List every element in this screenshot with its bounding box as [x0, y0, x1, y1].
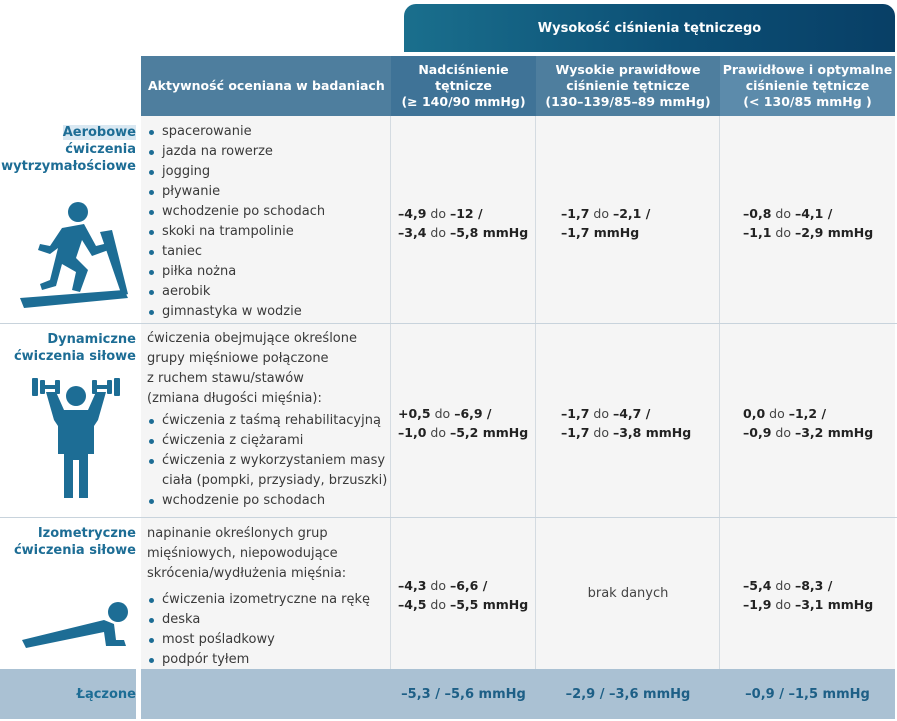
isometric-activity-list: napinanie określonych grup mięśniowych, niepowodujące skrócenia/wydłużenia mięśnia: ćwiczenia izometryczne na rękę deska most pośladkowy podpór tyłem — [147, 524, 392, 670]
list-item: ćwiczenia z ciężarami — [147, 431, 392, 451]
list-item: most pośladkowy — [147, 630, 392, 650]
dynamic-activity-list: ćwiczenia obejmujące określone grupy mięśniowe połączone z ruchem stawu/stawów (zmiana długości mięśnia): ćwiczenia z taśmą rehabilitacyjną ćwiczenia z ciężarami ćwiczenia z wykorzystaniem masy ciała (pompki, przysiady, brzuszki) wchodzenie po schodach — [147, 329, 392, 511]
aerobic-hypertension-value: –4,9 do –12 / –3,4 do –5,8 mmHg — [398, 206, 529, 240]
footer-label: Łączone — [76, 686, 136, 702]
dynamic-highnormal-value: –1,7 do –4,7 / –1,7 do –3,8 mmHg — [561, 406, 692, 440]
list-item: pływanie — [147, 182, 392, 202]
dynamic-hypertension-value: +0,5 do –6,9 / –1,0 do –5,2 mmHg — [398, 406, 529, 440]
dynamic-normal-value: 0,0 do –1,2 / –0,9 do –3,2 mmHg — [743, 406, 874, 440]
list-item: jogging — [147, 162, 392, 182]
list-item: ćwiczenia z wykorzystaniem masy — [147, 451, 392, 471]
isometric-highnormal-value: brak danych — [587, 586, 669, 601]
category-isometric: Izometryczne ćwiczenia siłowe — [13, 526, 136, 558]
aerobic-highnormal-value: –1,7 do –2,1 / –1,7 mmHg — [561, 206, 651, 240]
treadmill-runner-icon — [16, 198, 132, 314]
plank-exercise-icon — [18, 600, 136, 652]
list-item: piłka nożna — [147, 262, 392, 282]
list-item: jazda na rowerze — [147, 142, 392, 162]
list-item: taniec — [147, 242, 392, 262]
row-divider — [0, 323, 897, 324]
isometric-hypertension-value: –4,3 do –6,6 / –4,5 do –5,5 mmHg — [398, 578, 529, 612]
hypertension-column-header: Nadciśnienie tętnicze (≥ 140/90 mmHg) — [391, 56, 536, 116]
list-item: skoki na trampolinie — [147, 222, 392, 242]
list-item: aerobik — [147, 282, 392, 302]
dumbbell-lifter-icon — [28, 370, 124, 502]
list-item: ćwiczenia z taśmą rehabilitacyjną — [147, 411, 392, 431]
list-item: gimnastyka w wodzie — [147, 302, 392, 322]
normal-optimal-column-header: Prawidłowe i optymalne ciśnienie tętnicze (< 130/85 mmHg ) — [720, 56, 895, 116]
list-item: spacerowanie — [147, 122, 392, 142]
footer-activity-bg — [141, 669, 391, 719]
list-item: deska — [147, 610, 392, 630]
footer-normal-value: –0,9 / –1,5 mmHg — [745, 686, 870, 702]
category-aerobic: Aerobowe ćwiczenia wytrzymałościowe — [1, 125, 136, 174]
activity-column-header: Aktywność oceniana w badaniach — [141, 56, 391, 116]
isometric-normal-value: –5,4 do –8,3 / –1,9 do –3,1 mmHg — [743, 578, 874, 612]
list-item: wchodzenie po schodach — [147, 202, 392, 222]
list-item: wchodzenie po schodach — [147, 491, 392, 511]
category-dynamic: Dynamiczne ćwiczenia siłowe — [13, 332, 136, 364]
footer-highnormal-value: –2,9 / –3,6 mmHg — [565, 686, 691, 702]
aerobic-activity-list — [147, 122, 392, 322]
list-item-continuation: ciała (pompki, przysiady, brzuszki) — [162, 473, 388, 488]
footer-hypertension-value: –5,3 / –5,6 mmHg — [401, 686, 526, 702]
group-header: Wysokość ciśnienia tętniczego — [404, 4, 895, 52]
row-divider — [0, 517, 897, 518]
list-item: podpór tyłem — [147, 650, 392, 670]
aerobic-normal-value: –0,8 do –4,1 / –1,1 do –2,9 mmHg — [743, 206, 874, 240]
high-normal-column-header: Wysokie prawidłowe ciśnienie tętnicze (130–139/85–89 mmHg) — [536, 56, 720, 116]
list-item: ćwiczenia izometryczne na rękę — [147, 590, 392, 610]
